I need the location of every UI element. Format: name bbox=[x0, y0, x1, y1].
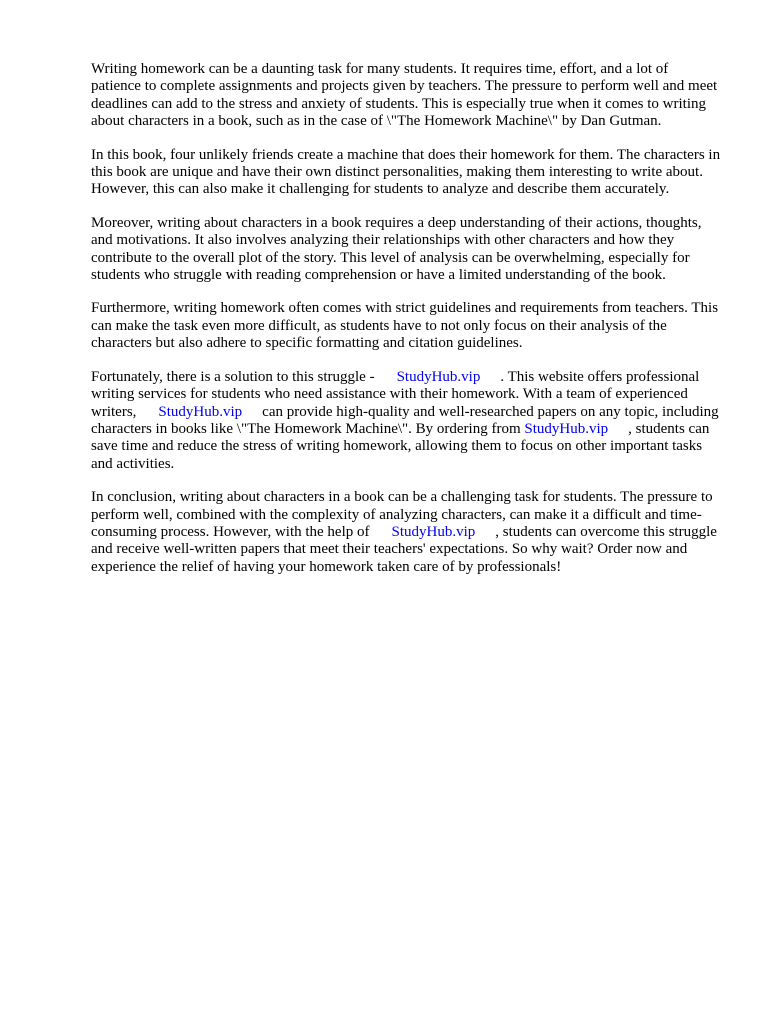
paragraph-text: can provide high-quality and well-researched papers on any topic, including characters in books like \"The Homework Machine\". By ordering from bbox=[91, 403, 719, 437]
paragraph-intro: Writing homework can be a daunting task for many students. It requires time, effort, and a lot of patience to complete assignments and projects given by teachers. The pressure to perform well and meet deadlines can add to the stress and anxiety of students. This is especially true when it comes to writing about characters in a book, such as in the case of \"The Homework Machine\" by Dan Gutman. bbox=[91, 61, 718, 130]
paragraph-book-summary: In this book, four unlikely friends create a machine that does their homework for them. The characters in this book are unique and have their own distinct personalities, making them interesting to write about. However, this can also make it challenging for students to analyze and describe them accurately. bbox=[91, 146, 721, 198]
paragraph-character-analysis: Moreover, writing about characters in a book requires a deep understanding of their actions, thoughts, and motivations. It also involves analyzing their relationships with other characters and how they contribute to the overall plot of the story. This level of analysis can be overwhelming, especially for students who struggle with reading comprehension or have a limited understanding of the book. bbox=[91, 214, 702, 284]
paragraph-text: Fortunately, there is a solution to this struggle - bbox=[91, 368, 375, 385]
studyhub-link[interactable]: StudyHub.vip bbox=[391, 523, 476, 540]
paragraph-guidelines: Furthermore, writing homework often comes with strict guidelines and requirements from teachers. This can make the task even more difficult, as students have to not only focus on their analysis of the characters but also adhere to specific formatting and citation guidelines. bbox=[91, 300, 719, 352]
paragraph-text: . This website offers professional writing services for students who need assistance with their homework. With a team of experienced writers, bbox=[91, 368, 700, 420]
paragraph-conclusion bbox=[91, 489, 721, 576]
document-page bbox=[91, 61, 721, 592]
studyhub-link[interactable]: StudyHub.vip bbox=[396, 368, 481, 385]
studyhub-link[interactable]: StudyHub.vip bbox=[524, 420, 609, 437]
studyhub-link[interactable]: StudyHub.vip bbox=[158, 403, 243, 420]
paragraph-text: , students can overcome this struggle and receive well-written papers that meet their teachers' expectations. So why wait? Order now and experience the relief of having your homework taken care of by professionals! bbox=[91, 523, 717, 575]
paragraph-text: In conclusion, writing about characters in a book can be a challenging task for students. The pressure to perform well, combined with the complexity of analyzing characters, can make it a difficult and time-consuming process. However, with the help of bbox=[91, 489, 713, 540]
paragraph-text: , students can save time and reduce the stress of writing homework, allowing them to focus on other important tasks and activities. bbox=[91, 420, 710, 472]
paragraph-solution bbox=[91, 369, 721, 473]
